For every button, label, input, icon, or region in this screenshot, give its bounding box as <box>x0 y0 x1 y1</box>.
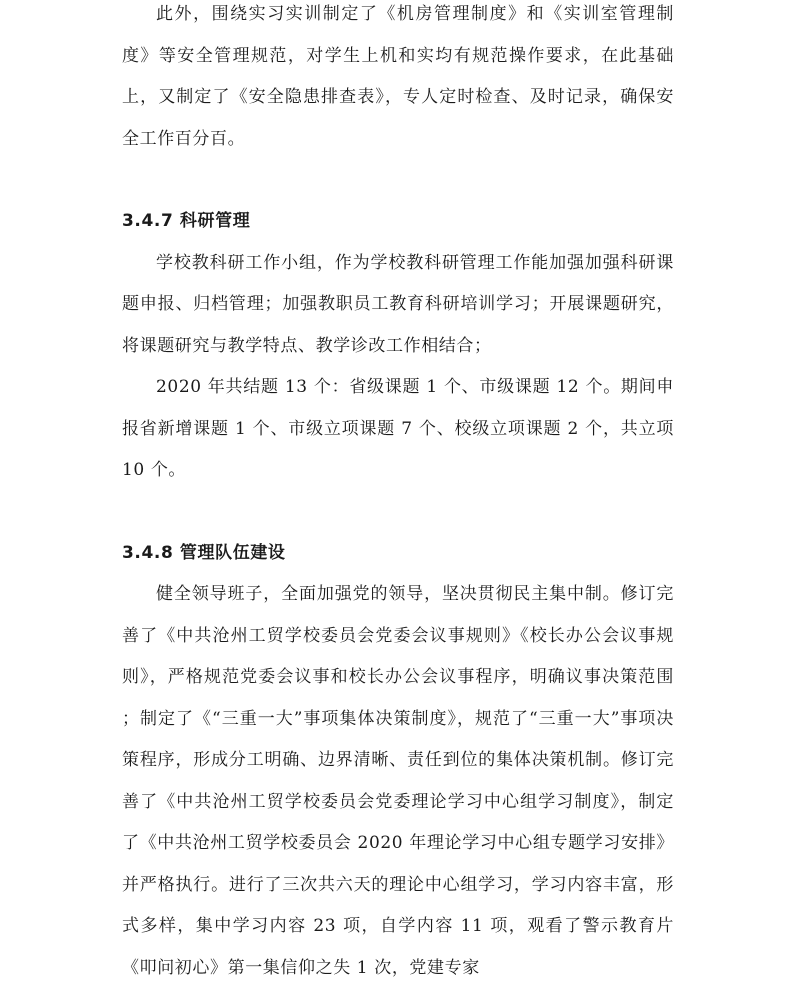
paragraph-research-results: 2020 年共结题 13 个：省级课题 1 个、市级课题 12 个。期间申报省新增课题 1 个、市级立项课题 7 个、校级立项课题 2 个，共立项 10 个。 <box>122 377 674 480</box>
paragraph-research-group: 学校教科研工作小组，作为学校教科研管理工作能加强加强科研课题申报、归档管理；加强教职员工教育科研培训学习；开展课题研究，将课题研究与教学特点、教学诊改工作相结合； <box>122 252 674 356</box>
heading-management-team: 3.4.8 管理队伍建设 <box>122 542 286 563</box>
document-page <box>122 0 674 989</box>
paragraph-lab-safety: 此外，围绕实习实训制定了《机房管理制度》和《实训室管理制度》等安全管理规范，对学生上机和实均有规范操作要求，在此基础上，又制定了《安全隐患排查表》，专人定时检查、及时记录，确保安全工作百分百。 <box>122 4 674 149</box>
heading-research-management: 3.4.7 科研管理 <box>122 211 251 231</box>
paragraph-leadership: 健全领导班子，全面加强党的领导，坚决贯彻民主集中制。修订完善了《中共沧州工贸学校委员会党委会议事规则》《校长办公会议事规则》，严格规范党委会议事和校长办公会议事程序，明确议事决策范围 ；制定了《“三重一大”事项集体决策制度》，规范了“三重一大”事项决策程序，形成分工明确、边界清晰、责任到位的集体决策机制。修订完善了《中共沧州工贸学校委员会党委理论学习中心组学习制度》，制定了《中共沧州工贸学校委员会 2020 年理论学习中心组专题学习安排》并严格执行。进行了三次共六天的理论中心组学习，学习内容丰富，形式多样，集中学习内容 23 项，自学内容 11 项，观看了警示教育片《叩问初心》第一集信仰之失 1 次，党建专家 <box>122 584 674 978</box>
